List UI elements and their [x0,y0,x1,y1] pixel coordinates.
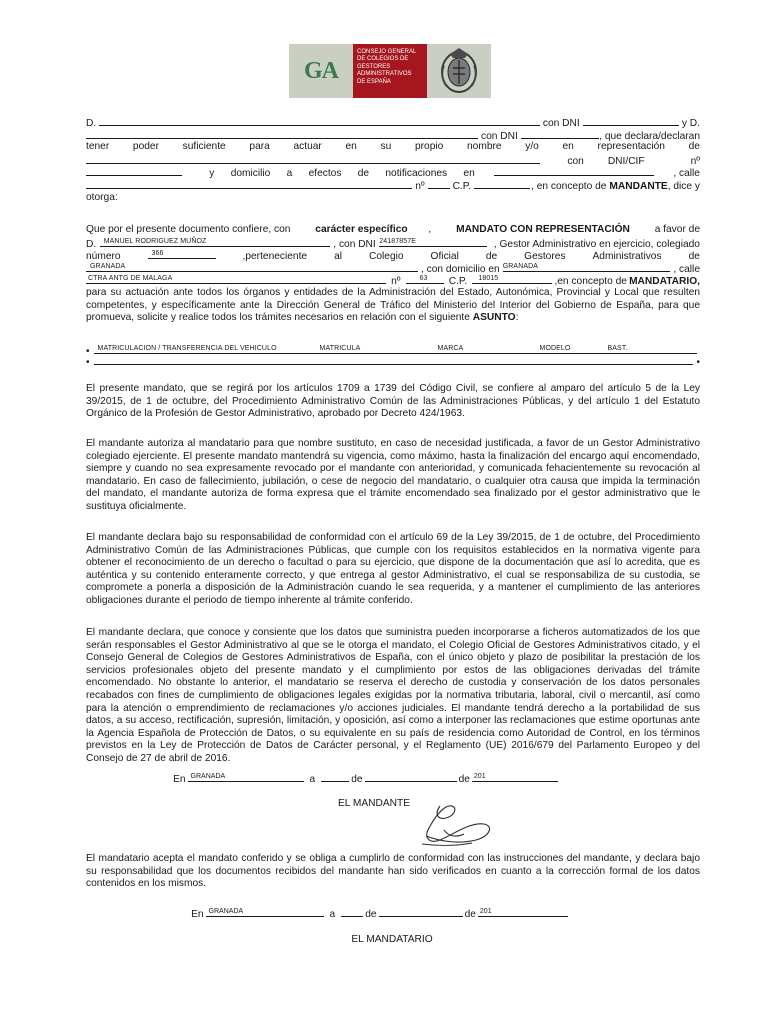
substitution-paragraph: El mandante autoriza al mandatario para que nombre sustituto, en caso de necesidad justificada, a favor de un Gestor Administrativo colegiado ejerciente. El presente mandato mantendrá su vigencia, como máximo, hasta la finalización del encargo aquí encomendado, siempre y cuando no sea expresamente revocado por el mandante con anterioridad, y comunicada fehacientemente su revocación al mandatario. En caso de fallecimiento, jubilación, o cese de negocio del mandatario, o cualquier otra causa que impida la terminación del mandato, el mandante autoriza de forma expresa que el trámite encomendado sea finalizado por el gestor administrativo que le sustituya oficialmente. [86,438,700,512]
seal-icon [427,44,491,98]
represented-dni-field[interactable] [86,166,182,176]
mandatario-name-field[interactable]: MANUEL RODRIGUEZ MUÑOZ [100,237,330,247]
asunto-list: • MATRICULACION / TRANSFERENCIA DEL VEHICULO MATRICULA MARCA MODELO BAST. • • [86,345,700,368]
logo-text: CONSEJO GENERAL DE COLEGIOS DE GESTORES ADMINISTRATIVOS DE ESPAÑA [353,44,427,98]
mandante-signature [404,800,500,852]
mandatario-place-field[interactable]: GRANADA [206,906,324,917]
mandatario-label: EL MANDATARIO [351,934,433,945]
mandate-grant: Que por el presente documento confiere, con carácter específico , MANDATO CON REPRESENTACIÓN a favor de D. MANUEL RODRIGUEZ MUÑOZ , con DNI 24187857E , Gestor Administrativo en ejercicio, colegiado número 366 ,perteneciente al Colegio Oficial de Gestores Administrativos de GRANADA , con domicilio en GRANADA , calle CTRA ANTG DE MALAGA nº 63 C.P. 18015 ,en concepto de MANDATARIO, para su actuación ante todos los órganos y entidades de la Administración del Estado, Autonómica, Provincial y Local que resulten competentes, y específicamente ante la Dirección General de Tráfico del Ministerio del Interior del Gobierno de España, para que promueva, solicite y realice todos los trámites necesarios en relación con el siguiente ASUNTO: [86,224,700,324]
mandatario-cp-field[interactable]: 18015 [472,274,552,284]
asunto-line-2[interactable] [94,355,694,365]
mandante-day-field[interactable] [321,771,349,782]
mandatario-day-field[interactable] [341,906,363,917]
mandante-year-field[interactable]: 201 [472,771,558,782]
mandatario-month-field[interactable] [379,906,463,917]
mandante-place-field[interactable]: GRANADA [188,771,304,782]
colegio-field[interactable]: GRANADA [86,262,418,272]
number-field[interactable] [428,179,450,189]
responsibility-paragraph: El mandante declara bajo su responsabilidad de conformidad con el artículo 69 de la Ley 39/2015, de 1 de octubre, del Procedimiento Administrativo Común de las Administraciones Públicas, que cumple con los requisitos establecidos en la normativa vigente para obtener el reconocimiento de un derecho o facultad o para su ejercicio, que dispone de la documentación que así lo acredita, que es auténtica y su contenido enteramente correcto, y que entrega al gestor Administrativo, el cual se responsabiliza de su custodia, se compromete a ponerla a disposición de la Administración cuando le sea requerida, y a mantener el cumplimiento de las anteriores obligaciones durante el periodo de tiempo inherente al trámite conferido. [86,532,700,606]
mandatario-number-field[interactable]: 63 [406,274,444,284]
acceptance-paragraph: El mandatario acepta el mandato conferido y se obliga a cumplirlo de conformidad con las instrucciones del mandante, y declara bajo su responsabilidad que los documentos recibidos del mandante han sido verificados en cuanto a la corrección formal de los datos contenidos en los mismos. [86,853,700,890]
mandante-label: EL MANDANTE [337,798,411,809]
mandatario-year-field[interactable]: 201 [478,906,568,917]
data-protection-paragraph: El mandante declara, que conoce y consiente que los datos que suministra pueden incorporarse a ficheros automatizados de los que serán responsables el Gestor Administrativo al que se le otorga el mandato, el Colegio Oficial de Gestores Administrativos citado, y el Consejo General de Colegios de Gestores Administrativos de España, con el único objeto y plazo de posibilitar la prestación de los servicios profesionales objeto del presente mandato y el cumplimiento por estos de las obligaciones derivadas del trámite encomendado. No obstante lo anterior, el mandatario se reserva el derecho de custodia y conservación de los datos personales recabados con fines de cumplimiento de obligaciones legales exigidas por la normativa tributaria, laboral, civil o mercantil, así como para la atención o emprendimiento de reclamaciones y/o acciones judiciales. El mandante tendrá derecho a la portabilidad de sus datos, a su acceso, rectificación, supresión, limitación, y oposición, así como a interponer las reclamaciones que estime oportunas ante la Agencia Española de Protección de Datos, o su equivalente en su país de residencia como Autoridad de Control, en los términos previstos en la Ley de Protección de Datos de Carácter personal, y el Reglamento (UE) 2016/679 del Parlamento Europeo y del Consejo de 27 de abril de 2016. [86,627,700,764]
mandante-sign-date: En GRANADA a de de 201 [0,771,768,785]
mandatario-sign-date: En GRANADA a de de 201 [0,906,768,920]
mandante-month-field[interactable] [365,771,457,782]
mandatario-dni-field[interactable]: 24187857E [379,237,487,247]
mandatario-street-field[interactable]: CTRA ANTG DE MALAGA [86,274,386,284]
mandante-name-field[interactable] [99,116,540,126]
mandatario-city-field[interactable]: GRANADA [503,262,671,272]
colegiado-number-field[interactable]: 366 [148,249,216,259]
mandante-dni-field[interactable] [583,116,679,126]
notification-address-field[interactable] [494,166,654,176]
postal-code-field[interactable] [474,179,530,189]
consejo-logo [289,44,491,98]
asunto-line-1[interactable]: MATRICULACION / TRANSFERENCIA DEL VEHICULO MATRICULA MARCA MODELO BAST. [94,344,697,354]
legal-basis-paragraph: El presente mandato, que se regirá por los artículos 1709 a 1739 del Código Civil, se confiere al amparo del artículo 5 de la Ley 39/2015, de 1 de octubre, del Procedimiento Administrativo Común de las Administraciones Públicas, y del artículo 1 del Estatuto Orgánico de la Profesión de Gestor Administrativo, aprobado por Decreto 424/1963. [86,383,700,420]
street-field[interactable] [86,179,412,189]
represented-name-field[interactable] [86,154,540,164]
logo-mark: GA [304,57,338,84]
second-name-field[interactable] [86,129,478,139]
second-dni-field[interactable] [521,129,599,139]
mandante-identification: D. con DNI y D. con DNI , que declara/declaran tener poder suficiente para actuar en su propio nombre y/o en representación de con DNI/CIF nº y domicilio a efectos de notificaciones en , calle nº C.P. , en concepto de MANDANTE , dice y otorga: [86,118,700,203]
